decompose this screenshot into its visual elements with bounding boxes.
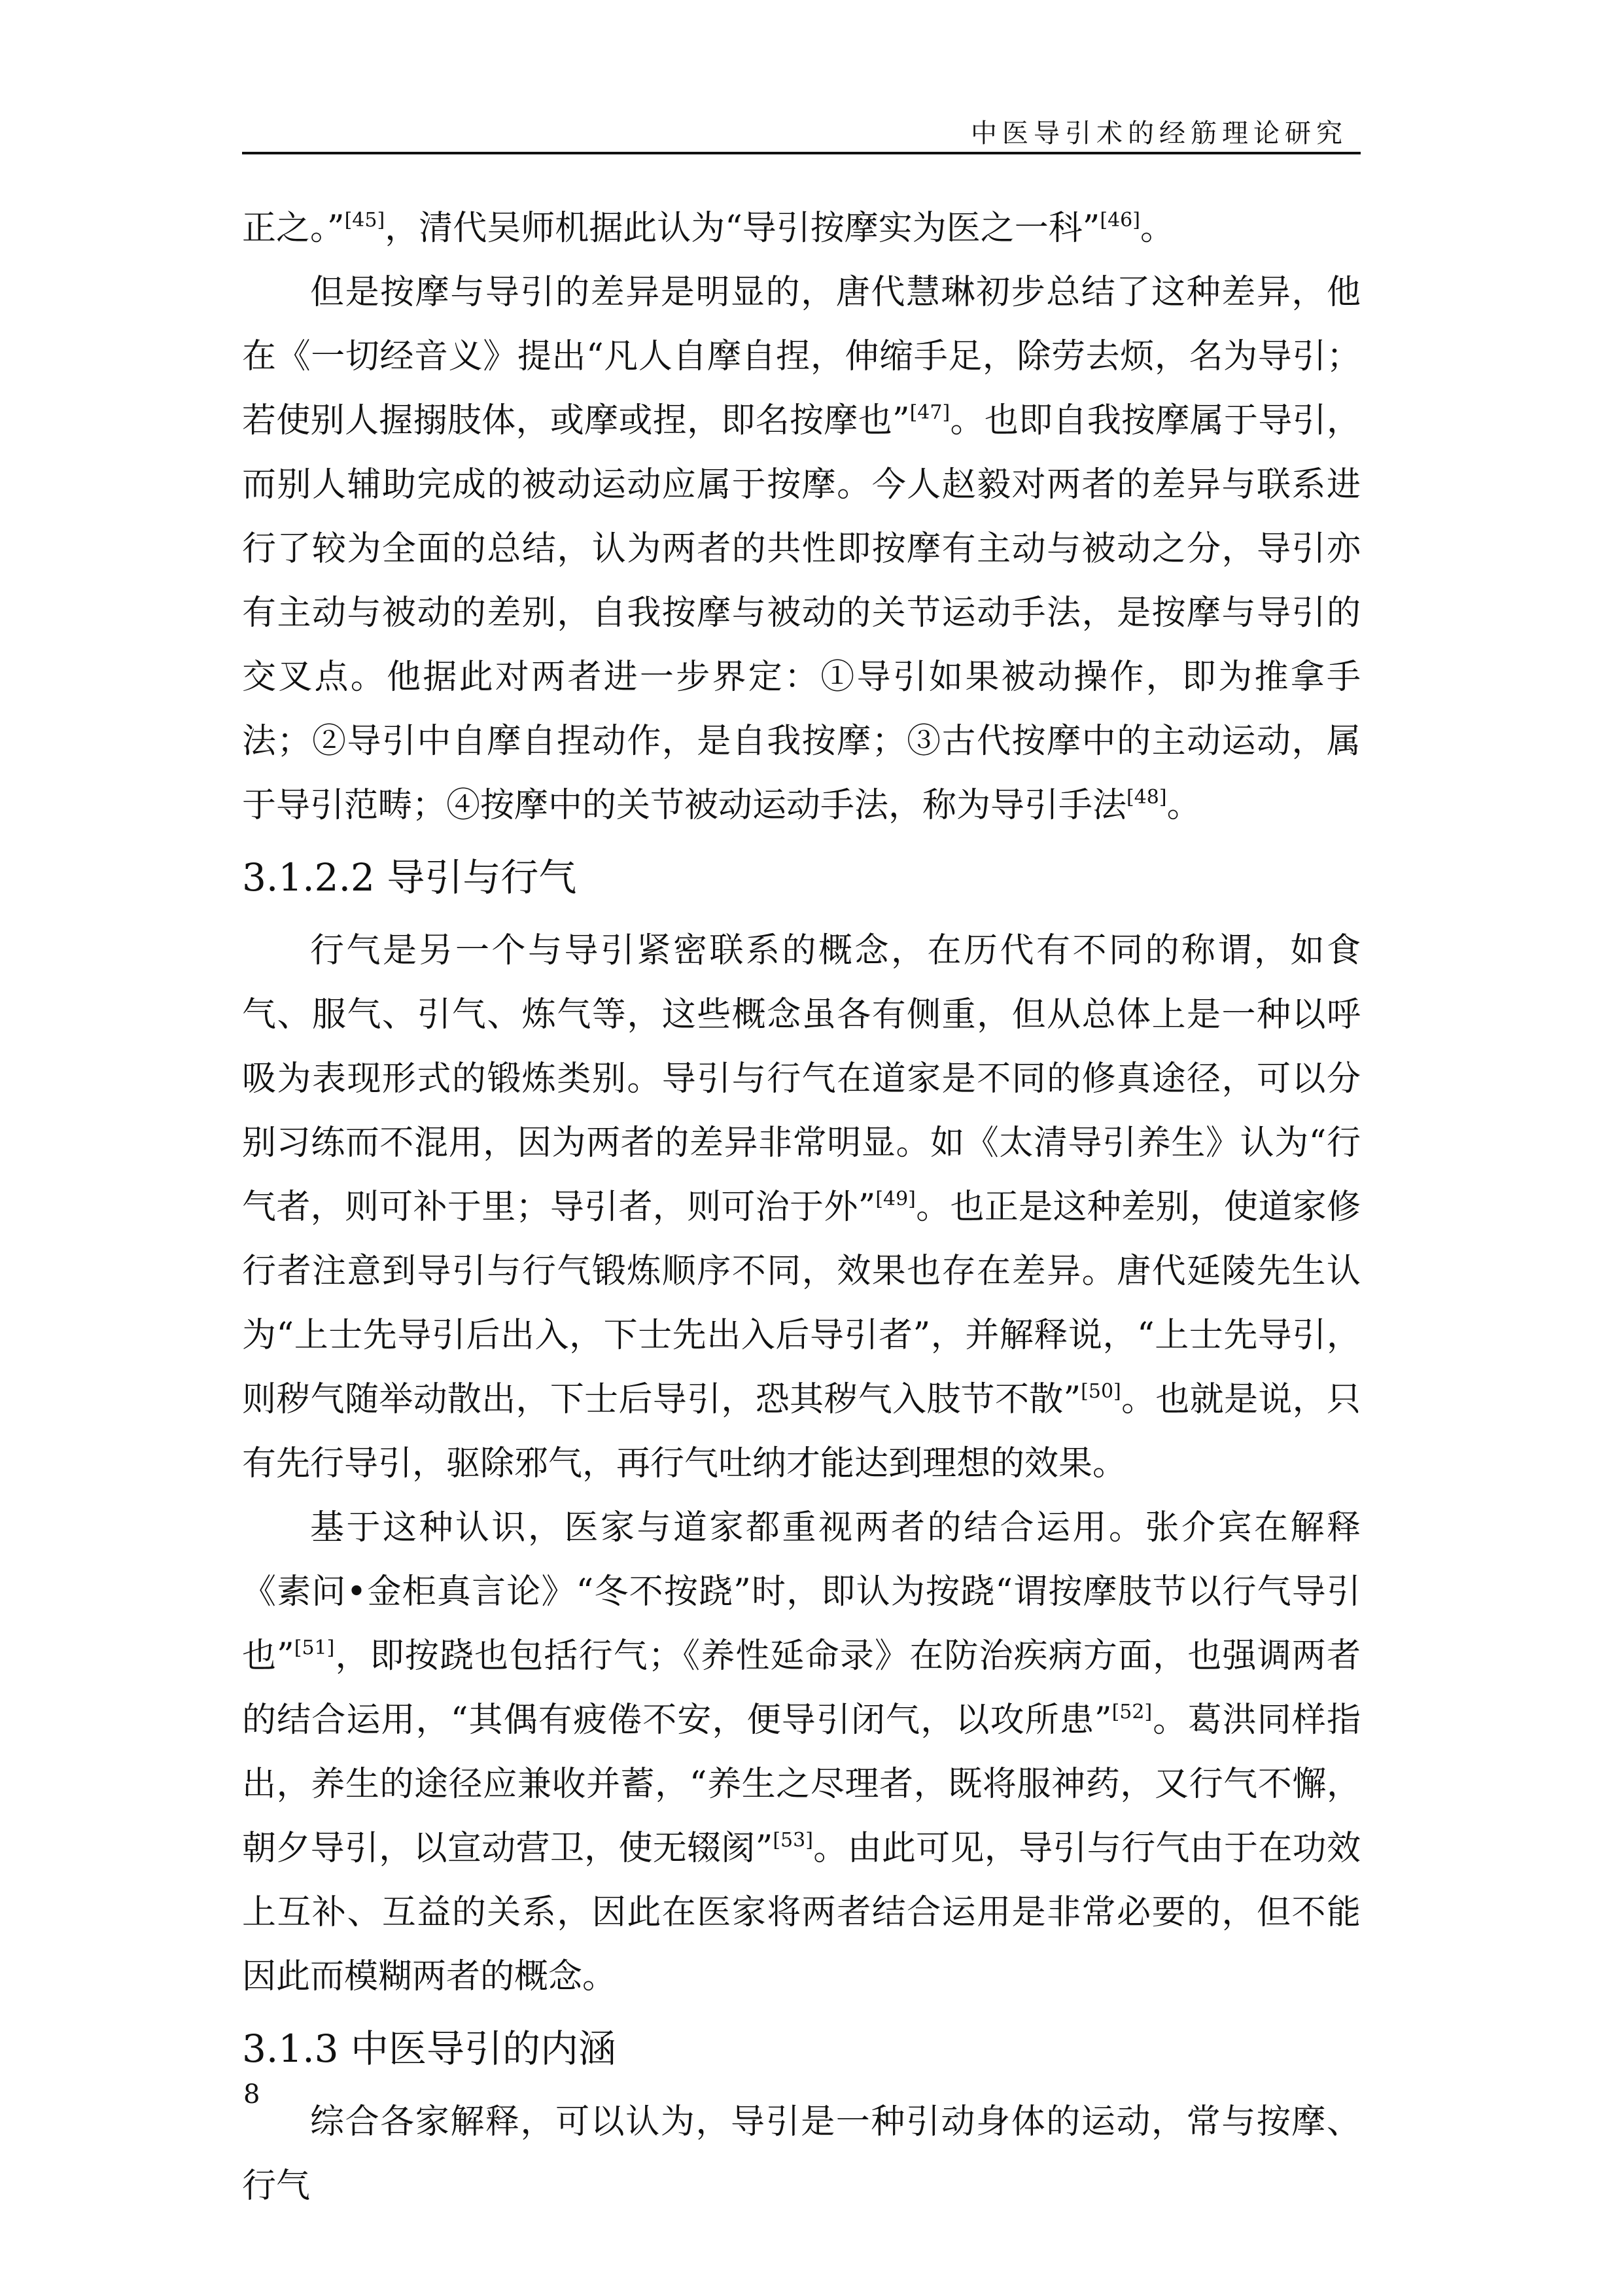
section-heading-3-1-2-2: 3.1.2.2 导引与行气 bbox=[242, 855, 577, 900]
citation: [50] bbox=[1081, 1380, 1121, 1403]
section-heading-3-1-3: 3.1.3 中医导引的内涵 bbox=[242, 2026, 617, 2071]
page-number: 8 bbox=[243, 2079, 260, 2110]
running-header-title: 中医导引术的经筋理论研究 bbox=[971, 118, 1348, 149]
citation: [53] bbox=[773, 1829, 813, 1852]
citation: [47] bbox=[909, 401, 951, 424]
paragraph-5: 综合各家解释，可以认为，导引是一种引动身体的运动，常与按摩、行气 bbox=[242, 2102, 1361, 2206]
citation: [52] bbox=[1111, 1701, 1153, 1723]
citation: [46] bbox=[1100, 209, 1140, 232]
citation: [51] bbox=[294, 1636, 335, 1659]
paragraph-1: 正之。”[45]，清代吴师机据此认为“导引按摩实为医之一科”[46]。 bbox=[242, 209, 1174, 248]
paragraph-4: 基于这种认识，医家与道家都重视两者的结合运用。张介宾在解释《素问•金柜真言论》“冬不按跷”时，即认为按跷“谓按摩肢节以行气导引也”[51]，即按跷也包括行气；《养性延命录》在防治疾病方面，也强调两者的结合运用，“其偶有疲倦不安，便导引闭气，以攻所患”[52]。葛洪同样指出，养生的途径应兼收并蓄，“养生之尽理者，既将服神药，又行气不懈，朝夕导引，以宣动营卫，使无辍阂”[53]。由此可见，导引与行气由于在功效上互补、互益的关系，因此在医家将两者结合运用是非常必要的，但不能因此而模糊两者的概念。 bbox=[242, 1508, 1361, 1996]
running-header bbox=[242, 98, 1361, 154]
citation: [49] bbox=[875, 1188, 916, 1210]
paragraph-3: 行气是另一个与导引紧密联系的概念，在历代有不同的称谓，如食气、服气、引气、炼气等，这些概念虽各有侧重，但从总体上是一种以呼吸为表现形式的锻炼类别。导引与行气在道家是不同的修真途径，可以分别习练而不混用，因为两者的差异非常明显。如《太清导引养生》认为“行气者，则可补于里；导引者，则可治于外”[49]。也正是这种差别，使道家修行者注意到导引与行气锻炼顺序不同，效果也存在差异。唐代延陵先生认为“上士先导引后出入，下士先出入后导引者”，并解释说，“上士先导引，则秽气随举动散出，下士后导引，恐其秽气入肢节不散”[50]。也就是说，只有先行导引，驱除邪气，再行气吐纳才能达到理想的效果。 bbox=[242, 931, 1361, 1483]
citation: [48] bbox=[1126, 786, 1167, 809]
citation: [45] bbox=[344, 209, 385, 232]
paragraph-2: 但是按摩与导引的差异是明显的，唐代慧琳初步总结了这种差异，他在《一切经音义》提出“凡人自摩自捏，伸缩手足，除劳去烦，名为导引；若使别人握搦肢体，或摩或捏，即名按摩也”[47]。也即自我按摩属于导引，而别人辅助完成的被动运动应属于按摩。今人赵毅对两者的差异与联系进行了较为全面的总结，认为两者的共性即按摩有主动与被动之分，导引亦有主动与被动的差别，自我按摩与被动的关节运动手法，是按摩与导引的交叉点。他据此对两者进一步界定：①导引如果被动操作，即为推拿手法；②导引中自摩自捏动作，是自我按摩；③古代按摩中的主动运动，属于导引范畴；④按摩中的关节被动运动手法，称为导引手法[48]。 bbox=[242, 273, 1361, 825]
body-text bbox=[242, 196, 1361, 2218]
